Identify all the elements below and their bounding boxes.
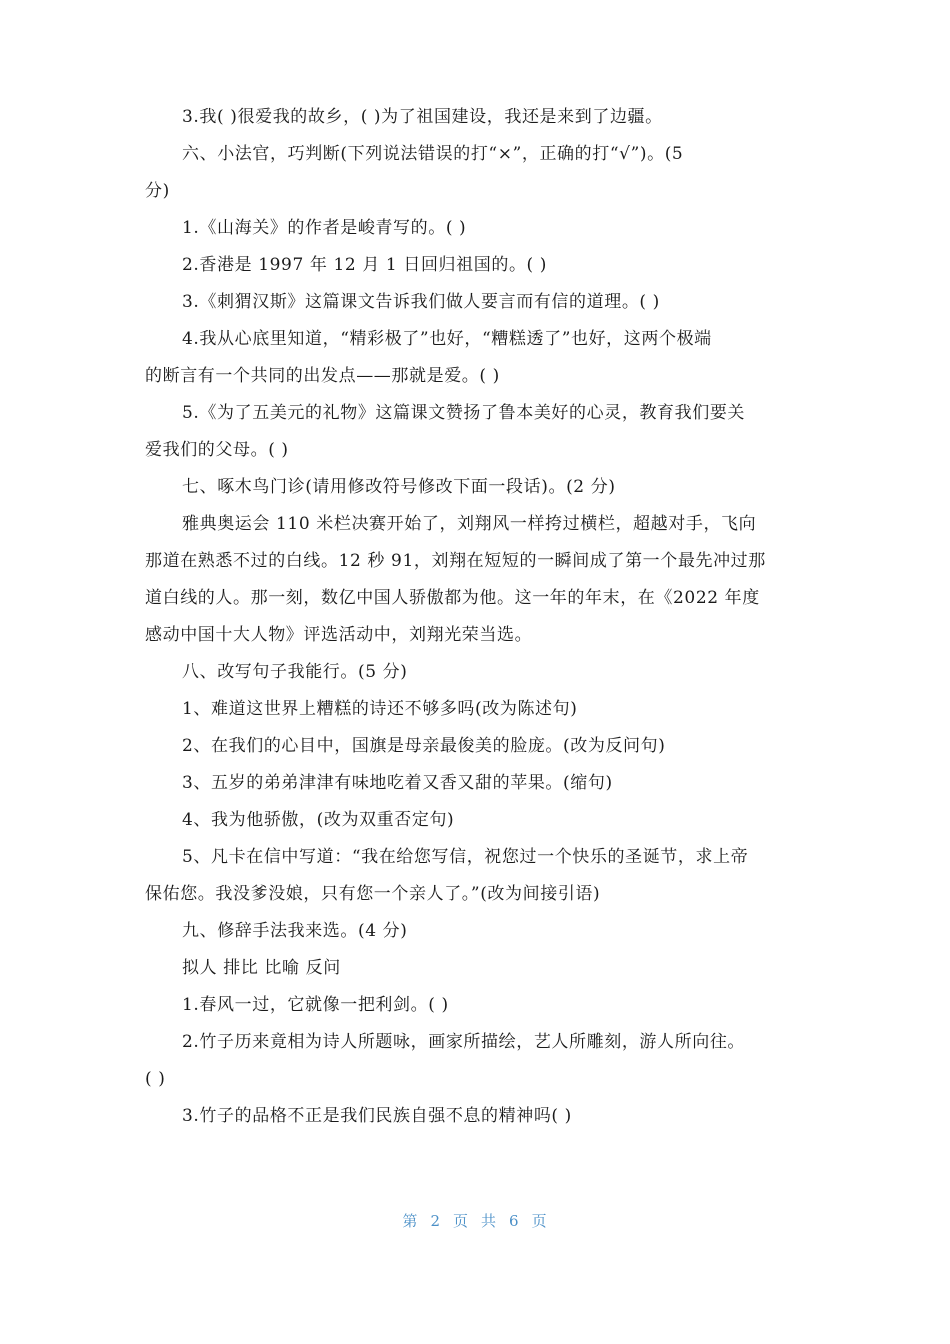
text-line: 3.我( )很爱我的故乡，( )为了祖国建设，我还是来到了边疆。: [182, 107, 663, 127]
text-line: 九、修辞手法我来选。(4 分): [182, 921, 408, 941]
text-line: ( ): [145, 1069, 166, 1089]
text-line: 1.《山海关》的作者是峻青写的。( ): [182, 218, 467, 238]
text-line: 分): [145, 181, 170, 201]
page-footer-part: 第: [402, 1212, 419, 1230]
text-line: 5.《为了五美元的礼物》这篇课文赞扬了鲁本美好的心灵，教育我们要关: [182, 403, 746, 423]
text-line: 1、难道这世界上糟糕的诗还不够多吗(改为陈述句): [182, 699, 578, 719]
text-line: 的断言有一个共同的出发点——那就是爱。( ): [145, 366, 500, 386]
text-line: 那道在熟悉不过的白线。12 秒 91，刘翔在短短的一瞬间成了第一个最先冲过那: [145, 551, 766, 571]
text-line: 八、改写句子我能行。(5 分): [182, 662, 408, 682]
text-line: 道白线的人。那一刻，数亿中国人骄傲都为他。这一年的年末，在《2022 年度: [145, 588, 760, 608]
text-line: 雅典奥运会 110 米栏决赛开始了，刘翔风一样挎过横栏，超越对手，飞向: [182, 514, 757, 534]
page-footer: [0, 1210, 950, 1231]
text-line: 3、五岁的弟弟津津有味地吃着又香又甜的苹果。(缩句): [182, 773, 613, 793]
page-footer-part: 页: [531, 1212, 548, 1230]
text-line: 3.《刺猬汉斯》这篇课文告诉我们做人要言而有信的道理。( ): [182, 292, 660, 312]
document-body: [145, 99, 810, 1135]
page-footer-part: 2: [430, 1212, 441, 1230]
text-line: 感动中国十大人物》评选活动中，刘翔光荣当选。: [145, 625, 533, 645]
text-line: 爱我们的父母。( ): [145, 440, 289, 460]
text-line: 4、我为他骄傲，(改为双重否定句): [182, 810, 455, 830]
page-footer-part: 共: [481, 1212, 498, 1230]
text-line: 拟人 排比 比喻 反问: [182, 958, 341, 978]
text-line: 2.香港是 1997 年 12 月 1 日回归祖国的。( ): [182, 255, 548, 275]
text-line: 七、啄木鸟门诊(请用修改符号修改下面一段话)。(2 分): [182, 477, 616, 497]
text-line: 2.竹子历来竟相为诗人所题咏，画家所描绘，艺人所雕刻，游人所向往。: [182, 1032, 746, 1052]
text-line: 六、小法官，巧判断(下列说法错误的打“×”，正确的打“√”)。(5: [182, 144, 684, 164]
text-line: 5、凡卡在信中写道：“我在给您写信，祝您过一个快乐的圣诞节，求上帝: [182, 847, 749, 867]
text-line: 4.我从心底里知道，“精彩极了”也好，“糟糕透了”也好，这两个极端: [182, 329, 712, 349]
text-line: 保佑您。我没爹没娘，只有您一个亲人了。”(改为间接引语): [145, 884, 601, 904]
text-line: 2、在我们的心目中，国旗是母亲最俊美的脸庞。(改为反问句): [182, 736, 666, 756]
page-footer-part: 6: [509, 1212, 520, 1230]
page-footer-part: 页: [452, 1212, 469, 1230]
text-line: 1.春风一过，它就像一把利剑。( ): [182, 995, 449, 1015]
text-line: 3.竹子的品格不正是我们民族自强不息的精神吗( ): [182, 1106, 572, 1126]
